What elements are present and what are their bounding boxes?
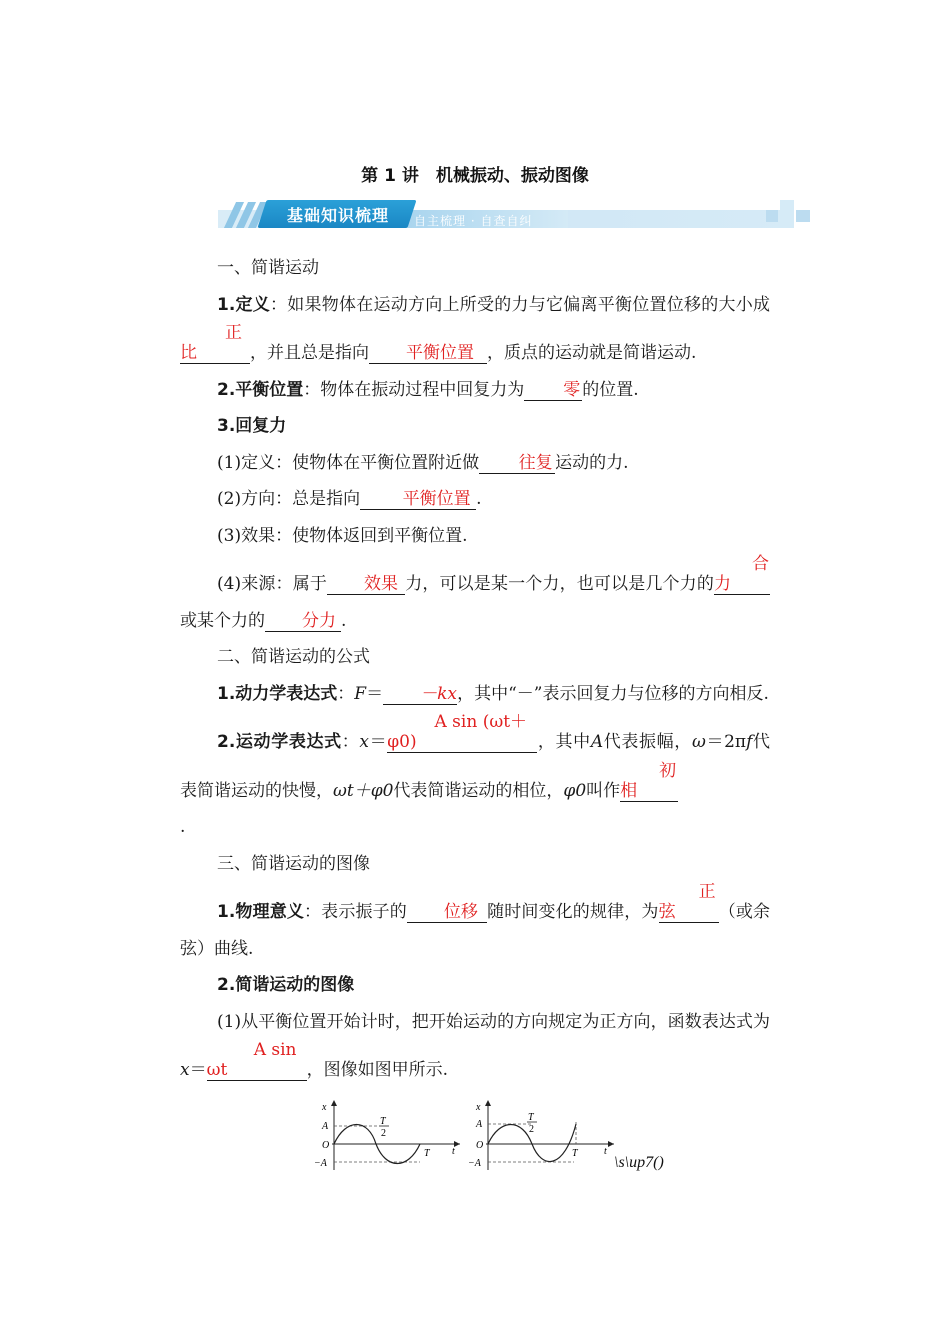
arrow-icon: [454, 1141, 460, 1147]
axis-label: x: [322, 1102, 327, 1113]
answer-blank: 位移: [407, 902, 487, 923]
physical-meaning-paragraph: [180, 882, 770, 967]
banner-sub-label: 自主梳理 · 自查自纠: [414, 214, 533, 228]
arrow-icon: [331, 1100, 337, 1106]
text: ＝2π: [705, 732, 747, 752]
graph-sine-2: [468, 1100, 614, 1170]
text: ：如果物体在运动方向上所受的力与它偏离平衡位置位移的大小成: [270, 294, 771, 315]
text: ：: [341, 732, 360, 752]
text: ，质点的运动就是简谐运动.: [487, 343, 697, 363]
half-period-label: T: [380, 1116, 386, 1127]
answer-blank: 零: [524, 380, 582, 401]
text: .: [341, 610, 347, 631]
axis-label: x: [476, 1102, 481, 1113]
half-period-label: T: [528, 1112, 534, 1123]
text: ＝: [366, 683, 384, 704]
text: 力，可以是某一个力，也可以是几个力的: [405, 574, 714, 594]
text: (2)方向：总是指向: [217, 489, 361, 509]
answer-blank: 初相: [620, 760, 677, 801]
text: （或余弦）曲线.: [180, 902, 771, 959]
amplitude-label: A: [476, 1119, 483, 1130]
text: 运动的力.: [555, 452, 629, 473]
variable: ω: [691, 732, 706, 752]
text: 叫作: [586, 780, 621, 801]
arrow-icon: [485, 1100, 491, 1106]
text: 代表简谐运动的快慢，: [180, 732, 771, 801]
term-label: 1.定义: [217, 294, 271, 315]
banner-main-label: 基础知识梳理: [286, 206, 389, 225]
graph-sine: [314, 1100, 460, 1170]
half-period-label: 2: [381, 1128, 386, 1139]
term-label: 1.物理意义: [217, 902, 305, 922]
text: ＝: [368, 732, 388, 752]
amplitude-label: A: [322, 1121, 329, 1132]
text: 的位置.: [582, 379, 639, 400]
restoring-force-heading: [180, 408, 770, 445]
answer-blank: 合力: [714, 554, 769, 594]
banner-square: [796, 210, 810, 222]
section-banner: [218, 198, 810, 230]
answer-blank: 往复: [479, 453, 555, 474]
section-heading: 二、简谐运动的公式: [217, 647, 370, 667]
text: .: [180, 817, 186, 837]
term-label: 2.简谐运动的图像: [217, 975, 355, 995]
half-period-label: 2: [529, 1124, 534, 1135]
document-body: [180, 250, 770, 1089]
banner-square: [780, 200, 794, 212]
text: ，其中: [537, 732, 591, 752]
variable: f: [746, 732, 753, 752]
graphs-svg: [0, 1094, 950, 1174]
text: (4)来源：属于: [217, 574, 328, 594]
arrow-icon: [608, 1141, 614, 1147]
answer-blank: A sin ωt: [207, 1040, 307, 1081]
graph-heading: [180, 967, 770, 1004]
term-label: 2.运动学表达式: [217, 732, 342, 752]
answer-blank: 平衡位置: [360, 489, 476, 510]
section-heading: 一、简谐运动: [217, 258, 319, 278]
text: ＝: [189, 1060, 207, 1080]
variable: F: [354, 683, 367, 704]
text: ，并且总是指向: [250, 343, 369, 363]
restoring-force-source: [180, 554, 770, 639]
origin-label: O: [322, 1140, 330, 1151]
answer-blank: 平衡位置: [369, 343, 487, 364]
text: ，图像如图甲所示.: [306, 1060, 448, 1080]
text: 代表振幅，: [603, 732, 692, 752]
answer-blank: －kx: [383, 684, 457, 705]
variable: x: [359, 732, 369, 752]
dynamics-formula-paragraph: [180, 676, 770, 713]
variable: x: [180, 1060, 190, 1080]
axis-label: t: [452, 1146, 455, 1157]
neg-amplitude-label: −A: [468, 1158, 481, 1169]
answer-blank: 分力: [265, 611, 341, 632]
restoring-force-effect: [180, 518, 770, 555]
answer-blank: 正弦: [659, 882, 719, 923]
variable: φ0: [563, 780, 587, 801]
variable: ωt＋φ0: [333, 780, 394, 801]
term-label: 2.平衡位置: [217, 379, 304, 400]
neg-amplitude-label: −A: [314, 1158, 327, 1169]
page-title: 第 1 讲 机械振动、振动图像: [361, 166, 589, 186]
banner-square: [766, 210, 778, 222]
text: 代表简谐运动的相位，: [393, 780, 564, 801]
text: (1)定义：使物体在平衡位置附近做: [217, 452, 480, 473]
text: ：表示振子的: [304, 902, 407, 922]
period-label: T: [572, 1148, 578, 1159]
restoring-force-direction: [180, 481, 770, 518]
restoring-force-definition: [180, 445, 770, 482]
definition-paragraph: [180, 287, 770, 372]
graph-description-paragraph: [180, 1004, 770, 1089]
period-label: T: [424, 1148, 430, 1159]
origin-label: O: [476, 1140, 484, 1151]
text: 或某个力的: [180, 610, 265, 631]
vibration-graphs: [0, 1094, 950, 1174]
answer-blank: 正比: [180, 323, 250, 364]
section-heading: 三、简谐运动的图像: [217, 853, 370, 874]
text: .: [476, 489, 482, 509]
text: ，其中“－”表示回复力与位移的方向相反.: [457, 683, 769, 704]
text: (3)效果：使物体返回到平衡位置.: [217, 525, 468, 546]
equilibrium-paragraph: [180, 372, 770, 409]
text: ：物体在振动过程中回复力为: [303, 379, 525, 400]
text: (1)从平衡位置开始计时，把开始运动的方向规定为正方向，函数表达式为: [217, 1011, 770, 1032]
term-label: 1.动力学表达式: [217, 683, 338, 704]
text: 随时间变化的规律，为: [486, 902, 659, 922]
text: ：: [337, 683, 355, 704]
figure-note: \s\up7(): [614, 1154, 664, 1171]
answer-blank: 效果: [327, 574, 405, 595]
kinematics-formula-paragraph: [180, 712, 770, 846]
axis-label: t: [604, 1146, 607, 1157]
term-label: 3.回复力: [217, 416, 287, 436]
variable: A: [590, 732, 604, 752]
answer-blank: A sin (ωt＋φ0): [387, 712, 537, 753]
